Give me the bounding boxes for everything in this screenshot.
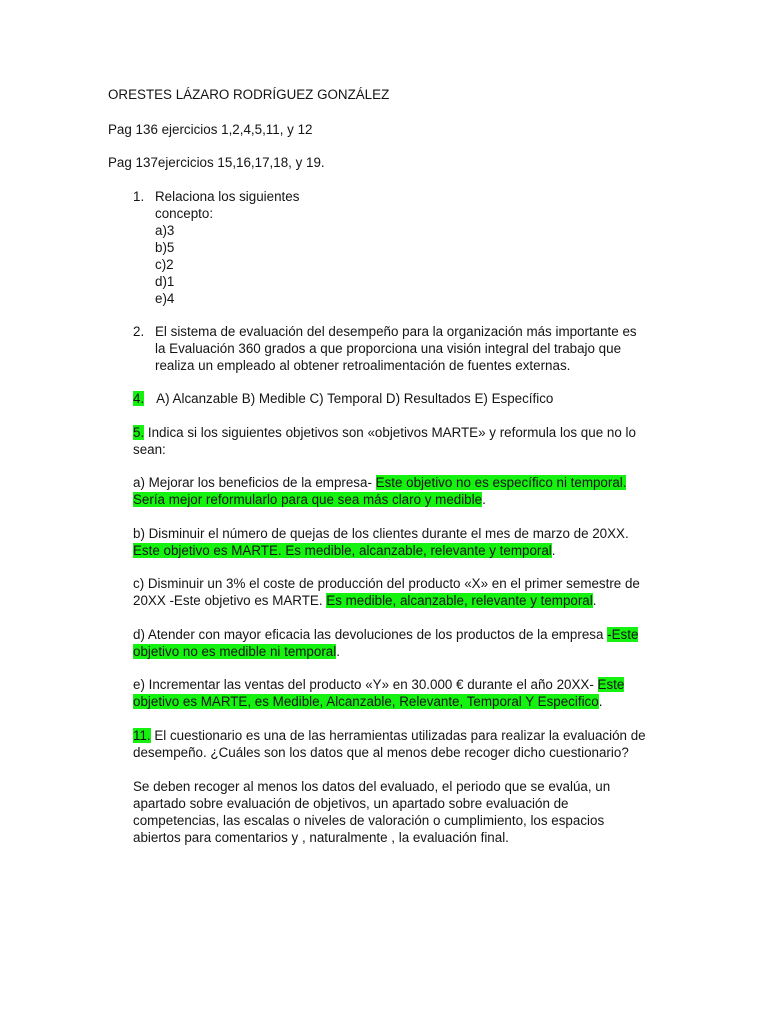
q5-line1 (133, 424, 636, 441)
q2-line3: realiza un empleado al obtener retroalimentación de fuentes externas. (155, 358, 571, 373)
q2-number: 2. (133, 324, 145, 339)
q5-number: 5. (133, 425, 145, 440)
q5d-line2 (133, 643, 340, 660)
q5e-period: . (598, 694, 603, 709)
q5b-period: . (551, 543, 556, 558)
q5d-answer-part2: objetivo no es medible ni temporal (133, 644, 337, 659)
q5e-line2 (133, 693, 602, 710)
q11-answer-line1: Se deben recoger al menos los datos del evaluado, el periodo que se evalúa, un (133, 779, 611, 794)
page-137-exercises: Pag 137ejercicios 15,16,17,18, y 19. (108, 155, 325, 170)
q1-number: 1. (133, 189, 145, 204)
page-136-exercises: Pag 136 ejercicios 1,2,4,5,11, y 12 (108, 122, 313, 137)
q5d-text: d) Atender con mayor eficacia las devoluciones de los productos de la empresa (133, 627, 608, 642)
q5a-period: . (482, 492, 486, 507)
q1-answer-b: b)5 (155, 240, 175, 255)
q5e-answer-part1: Este (597, 677, 625, 692)
q5c-period: . (592, 593, 597, 608)
q5a-text: a) Mejorar los beneficios de la empresa- (133, 475, 376, 490)
q11-answer-line3: competencias, las escalas o niveles de valoración o cumplimiento, los espacios (133, 813, 605, 828)
author-name: ORESTES LÁZARO RODRÍGUEZ GONZÁLEZ (108, 87, 390, 102)
q11-number: 11. (133, 728, 151, 743)
q11-line1 (133, 727, 646, 744)
q5d-line1 (133, 626, 638, 643)
q4-text: A) Alcanzable B) Medible C) Temporal D) Resultados E) Específico (156, 391, 554, 406)
q1-answer-a: a)3 (155, 223, 175, 238)
q5c-text-line1: c) Disminuir un 3% el coste de producción del producto «X» en el primer semestre de (133, 576, 640, 591)
q1-answer-e: e)4 (155, 291, 175, 306)
q5-line2: sean: (133, 442, 166, 457)
q5b-answer: Este objetivo es MARTE. Es medible, alcanzable, relevante y temporal (133, 543, 552, 558)
q5a-line1 (133, 474, 626, 491)
q5b-line2 (133, 542, 556, 559)
q5e-text: e) Incrementar las ventas del producto «Y» en 30.000 € durante el año 20XX- (133, 677, 598, 692)
q5a-answer-part1: Este objetivo no es específico ni temporal. (375, 475, 627, 490)
q11-text-line2: desempeño. ¿Cuáles son los datos que al menos debe recoger dicho cuestionario? (133, 745, 629, 760)
q4-number: 4. (133, 391, 145, 406)
q11-answer-line2: apartado sobre evaluación de objetivos, un apartado sobre evaluación de (133, 796, 569, 811)
q5d-period: . (336, 644, 340, 659)
q4-line (133, 390, 553, 407)
q5e-line1 (133, 676, 624, 693)
q5a-answer-part2: Sería mejor reformularlo para que sea más claro y medible (133, 492, 483, 507)
q5c-line2 (133, 592, 596, 609)
q1-answer-d: d)1 (155, 274, 175, 289)
q5c-text-line2: 20XX -Este objetivo es MARTE. (133, 593, 327, 608)
q1-text-line1: Relaciona los siguientes (155, 189, 300, 204)
q1-text-line2: concepto: (155, 206, 214, 221)
q2-line2: la Evaluación 360 grados a que proporciona una visión integral del trabajo que (155, 341, 622, 356)
q11-answer-line4: abiertos para comentarios y , naturalmente , la evaluación final. (133, 830, 509, 845)
q5e-answer-part2: objetivo es MARTE, es Medible, Alcanzable, Relevante, Temporal Y Especifico (133, 694, 599, 709)
q5d-answer-part1: -Este (607, 627, 639, 642)
q5-text-line1: Indica si los siguientes objetivos son «objetivos MARTE» y reformula los que no lo (144, 425, 636, 440)
q5a-line2 (133, 491, 486, 508)
q1-answer-c: c)2 (155, 257, 174, 272)
q2-line1: El sistema de evaluación del desempeño para la organización más importante es (155, 324, 637, 339)
q11-text-line1: El cuestionario es una de las herramientas utilizadas para realizar la evaluación de (150, 728, 646, 743)
q5c-answer: Es medible, alcanzable, relevante y temporal (326, 593, 593, 608)
q5b-text: b) Disminuir el número de quejas de los clientes durante el mes de marzo de 20XX. (133, 526, 629, 541)
